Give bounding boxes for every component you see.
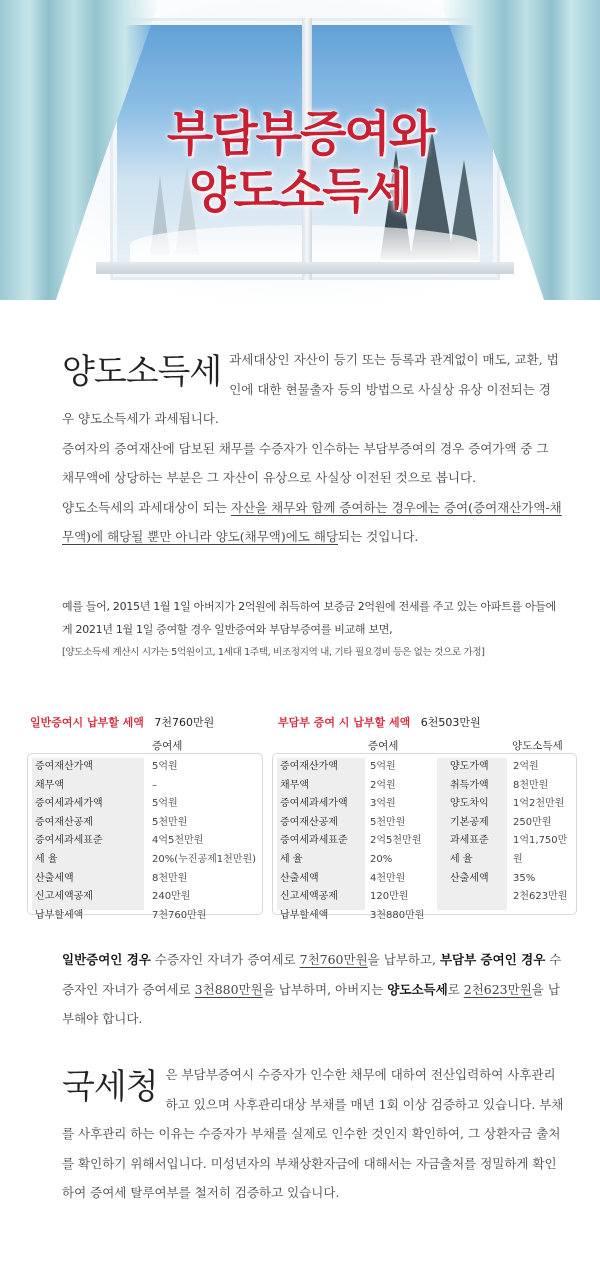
table-row-label: 신고세액공제 — [280, 891, 338, 903]
paragraph-burden-gift: 증여자의 증여재산에 담보된 채무를 수증자가 인수하는 부담부증여의 경우 증여가액 중 그 채무액에 상당하는 부분은 그 자산이 유상으로 사실상 이전된 것으로 봅니다. — [62, 440, 549, 485]
transfer-tax-values — [513, 758, 576, 907]
table-row-label: 납부할세액 — [280, 909, 329, 921]
burden-gift-table — [272, 753, 577, 921]
hero-title-line1: 부담부증여와 — [166, 106, 434, 162]
table-row-label: 채무액 — [35, 779, 64, 791]
table-row-value: 240만원 — [152, 891, 191, 903]
table-row-value: 4억5천만원 — [152, 835, 204, 847]
burden-gift-column-transfer-tax: 양도소득세 — [512, 740, 563, 752]
summary-text: 수증자인 자녀가 증여세로 — [62, 952, 562, 997]
table-row-label: 취득가액 — [450, 779, 489, 791]
general-gift-values — [152, 758, 256, 925]
table-row-value: 2억원 — [513, 761, 539, 772]
general-gift-title: 일반증여시 납부할 세액 — [30, 716, 144, 729]
table-row-value: 5천만원 — [152, 816, 188, 828]
table-row-label: 증여세과세가액 — [280, 798, 348, 810]
table-row-value: 35% — [513, 872, 536, 884]
table-row-label: 세 율 — [450, 853, 473, 865]
table-row-value: 3억원 — [370, 798, 396, 810]
burden-gift-header — [278, 714, 481, 730]
hero-banner — [0, 0, 600, 300]
example-block — [62, 595, 562, 664]
table-row-label: 증여재산공제 — [35, 816, 93, 828]
table-row-label: 증여재산가액 — [35, 761, 93, 772]
transfer-tax-labels — [450, 758, 489, 888]
table-row-value: 2억5천만원 — [370, 835, 422, 847]
summary-burden-case: 부담부 증여인 경우 — [439, 952, 546, 967]
table-row-value: 5억원 — [152, 798, 178, 810]
table-row-value: 2천623만원 — [513, 891, 568, 903]
burden-gift-values — [370, 758, 424, 925]
table-row-value: 5억원 — [152, 761, 178, 772]
general-gift-table — [27, 753, 263, 921]
paragraph-taxable-prefix: 양도소득세의 과세대상이 되는 — [62, 499, 231, 515]
general-gift-labels — [35, 758, 103, 925]
table-row-label: 증여세과세표준 — [280, 835, 348, 847]
summary-general-amount: 7천760만원 — [299, 952, 368, 967]
table-row-value: 5억원 — [370, 761, 396, 772]
general-gift-column-gift-tax: 증여세 — [152, 740, 183, 752]
table-row-value: 7천760만원 — [152, 909, 207, 921]
table-row-label: 세 율 — [280, 853, 303, 865]
table-row-label: 신고세액공제 — [35, 891, 93, 903]
table-row-label: 증여세과세가액 — [35, 798, 103, 810]
section-nts — [62, 1060, 567, 1208]
example-assumption-note: [양도소득세 계산시 시가는 5억원이고, 1세대 1주택, 비조정지역 내, 기타 필요경비 등은 없는 것으로 가정] — [62, 647, 485, 658]
hero-title-line2: 양도소득세 — [189, 163, 411, 219]
table-row-value: 4천만원 — [370, 872, 406, 884]
table-row-label: 증여세과세표준 — [35, 835, 103, 847]
intro-paragraph: 과세대상인 자산이 등기 또는 등록과 관계없이 매도, 교환, 법인에 대한 현물출자 등의 방법으로 사실상 유상 이전되는 경우 양도소득세가 과세됩니다. — [62, 352, 559, 426]
example-text: 예를 들어, 2015년 1월 1일 아버지가 2억원에 취득하여 보증금 2억원에 전세를 주고 있는 아파트를 아들에게 2021년 1월 1일 증여할 경우 일반증여와 부담부증여를 비교해 보면, — [62, 600, 556, 636]
table-row-value: 1억1,750만원 — [513, 835, 568, 865]
burden-gift-labels — [280, 758, 348, 925]
summary-paragraph — [62, 945, 567, 1034]
table-row-label: 산출세액 — [450, 872, 489, 884]
summary-transfer-amount: 2천623만원 — [463, 981, 532, 997]
table-row-label: 증여재산가액 — [280, 761, 338, 772]
nts-paragraph: 은 부담부증여시 수증자가 인수한 채무에 대하여 전산입력하여 사후관리하고 있으며 사후관리대상 부채를 매년 1회 이상 검증하고 있습니다. 부채를 사후관리 하는 이유는 수증자가 부채를 실제로 인수한 것인지 확인하여, 그 상환자금 출처를 확인하기 위해서입니다. 미성년자의 부채상환자금에 대해서는 자금출처를 정밀하게 확인하여 증여세 탈루여부를 철저히 검증하고 있습니다. — [62, 1067, 564, 1200]
paragraph-taxable — [62, 493, 562, 552]
table-row-label: 산출세액 — [35, 872, 74, 884]
summary-text: 수증자인 자녀가 증여세로 — [150, 952, 300, 967]
section-heading: 양도소득세 — [62, 352, 222, 392]
table-row-value: 1억2천만원 — [513, 798, 565, 810]
table-row-label: 양도차익 — [450, 798, 489, 810]
summary-text: 을 납부하고, — [367, 952, 440, 967]
burden-gift-total: 6천503만원 — [420, 716, 481, 729]
summary-text: 로 — [447, 981, 464, 997]
table-row-value: 5천만원 — [370, 816, 406, 828]
general-gift-header — [30, 714, 214, 730]
paragraph-taxable-underlined: 자산을 채무와 함께 증여하는 경우에는 증여(증여재산가액-채무액)에 해당될 뿐만 아니라 양도(채무액)에도 해당 — [62, 499, 562, 544]
table-row-value: 2억원 — [370, 779, 396, 791]
window-sill — [96, 262, 514, 274]
table-row-label: 양도가액 — [450, 761, 489, 772]
table-row-value: 8천만원 — [513, 779, 549, 791]
table-row-label: 채무액 — [280, 779, 309, 791]
table-row-value: 20%(누진공제1천만원) — [152, 853, 257, 865]
burden-gift-column-gift-tax: 증여세 — [368, 740, 399, 752]
table-row-value: 3천880만원 — [370, 909, 425, 921]
table-row-label: 산출세액 — [280, 872, 319, 884]
summary-burden-amount: 3천880만원 — [194, 981, 263, 997]
section-heading-nts: 국세청 — [62, 1067, 158, 1107]
table-row-value: 20% — [370, 853, 393, 865]
table-row-label: 세 율 — [35, 853, 58, 865]
burden-gift-title: 부담부 증여 시 납부할 세액 — [278, 716, 411, 729]
table-row-label: 납부할세액 — [35, 909, 84, 921]
section-capital-gains — [62, 345, 562, 552]
paragraph-taxable-suffix: 되는 것입니다. — [338, 529, 419, 544]
summary-text: 을 납부하며, 아버지는 — [262, 981, 388, 997]
summary-text: 을 납부해야 합니다. — [62, 981, 560, 1026]
table-row-value: 250만원 — [513, 816, 552, 828]
general-gift-total: 7천760만원 — [154, 716, 215, 729]
table-row-value: 120만원 — [370, 891, 409, 903]
table-row-label: 기본공제 — [450, 816, 489, 828]
summary-general-case: 일반증여인 경우 — [62, 952, 151, 967]
table-row-value: – — [152, 779, 157, 791]
summary-transfer-tax: 양도소득세 — [387, 981, 448, 997]
table-row-label: 증여재산공제 — [280, 816, 338, 828]
table-row-value: 8천만원 — [152, 872, 188, 884]
table-row-label: 과세표준 — [450, 835, 489, 847]
